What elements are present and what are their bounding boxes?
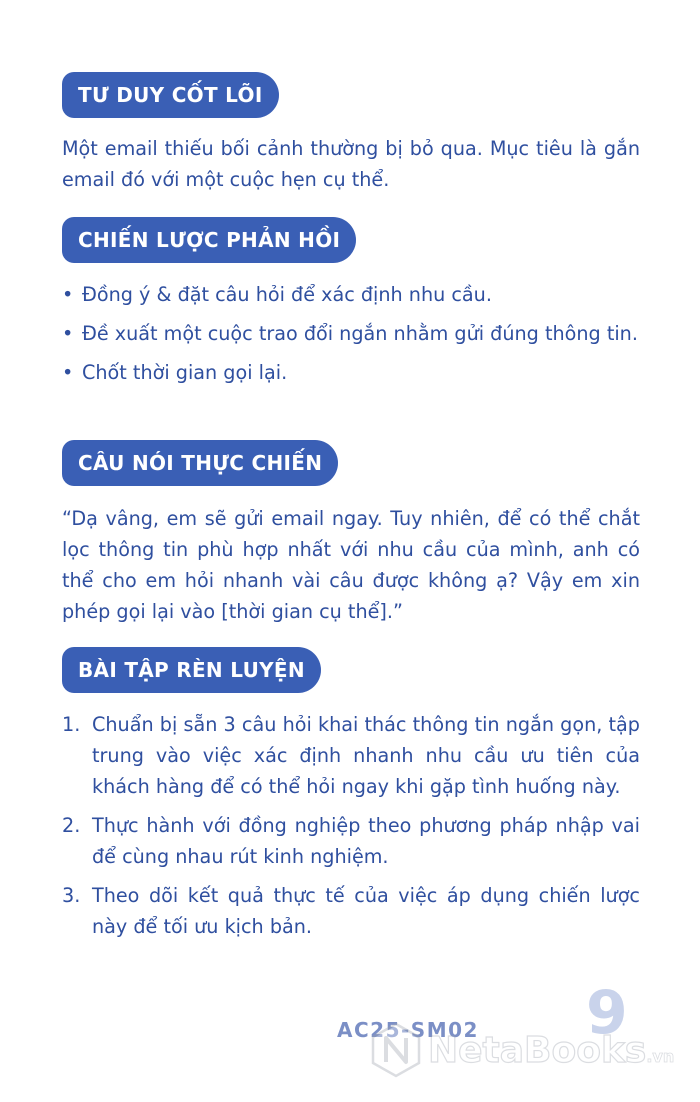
list-item	[62, 357, 640, 388]
bullet-icon: •	[62, 361, 74, 384]
section-title-strategy: CHIẾN LƯỢC PHẢN HỒI	[62, 217, 356, 263]
list-item	[62, 279, 640, 310]
list-item-text: Thực hành với đồng nghiệp theo phương pháp nhập vai để cùng nhau rút kinh nghiệm.	[92, 814, 640, 868]
list-item-text: Chuẩn bị sẵn 3 câu hỏi khai thác thông tin ngắn gọn, tập trung vào việc xác định nhanh nhu cầu ưu tiên của khách hàng để có thể hỏi ngay khi gặp tình huống này.	[92, 713, 640, 798]
watermark-brand: NetaBooks	[428, 1030, 647, 1071]
list-item	[62, 810, 640, 872]
section-title-exercise: BÀI TẬP RÈN LUYỆN	[62, 647, 321, 693]
list-number: 2.	[62, 814, 81, 837]
section-title-phrase: CÂU NÓI THỰC CHIẾN	[62, 440, 338, 486]
bullet-icon: •	[62, 322, 74, 345]
list-item-text: Đề xuất một cuộc trao đổi ngắn nhằm gửi đúng thông tin.	[82, 322, 638, 345]
strategy-list	[62, 279, 640, 396]
bullet-icon: •	[62, 283, 74, 306]
watermark-suffix: .vn	[646, 1047, 675, 1066]
list-number: 3.	[62, 884, 81, 907]
exercise-list	[62, 709, 640, 950]
list-number: 1.	[62, 713, 81, 736]
footer-code: AC25-SM02	[337, 1018, 479, 1042]
list-item	[62, 318, 640, 349]
list-item	[62, 709, 640, 802]
list-item-text: Chốt thời gian gọi lại.	[82, 361, 288, 384]
phrase-paragraph: “Dạ vâng, em sẽ gửi email ngay. Tuy nhiên, để có thể chắt lọc thông tin phù hợp nhất với nhu cầu của mình, anh có thể cho em hỏi nhanh vài câu được không ạ? Vậy em xin phép gọi lại vào [thời gian cụ thể].”	[62, 507, 640, 623]
list-item-text: Đồng ý & đặt câu hỏi để xác định nhu cầu.	[82, 283, 492, 306]
page-number: 9	[586, 978, 628, 1048]
list-item	[62, 880, 640, 942]
core-paragraph: Một email thiếu bối cảnh thường bị bỏ qua. Mục tiêu là gắn email đó với một cuộc hẹn cụ thể.	[62, 137, 640, 191]
list-item-text: Theo dõi kết quả thực tế của việc áp dụng chiến lược này để tối ưu kịch bản.	[92, 884, 640, 938]
section-title-core: TƯ DUY CỐT LÕI	[62, 72, 279, 118]
